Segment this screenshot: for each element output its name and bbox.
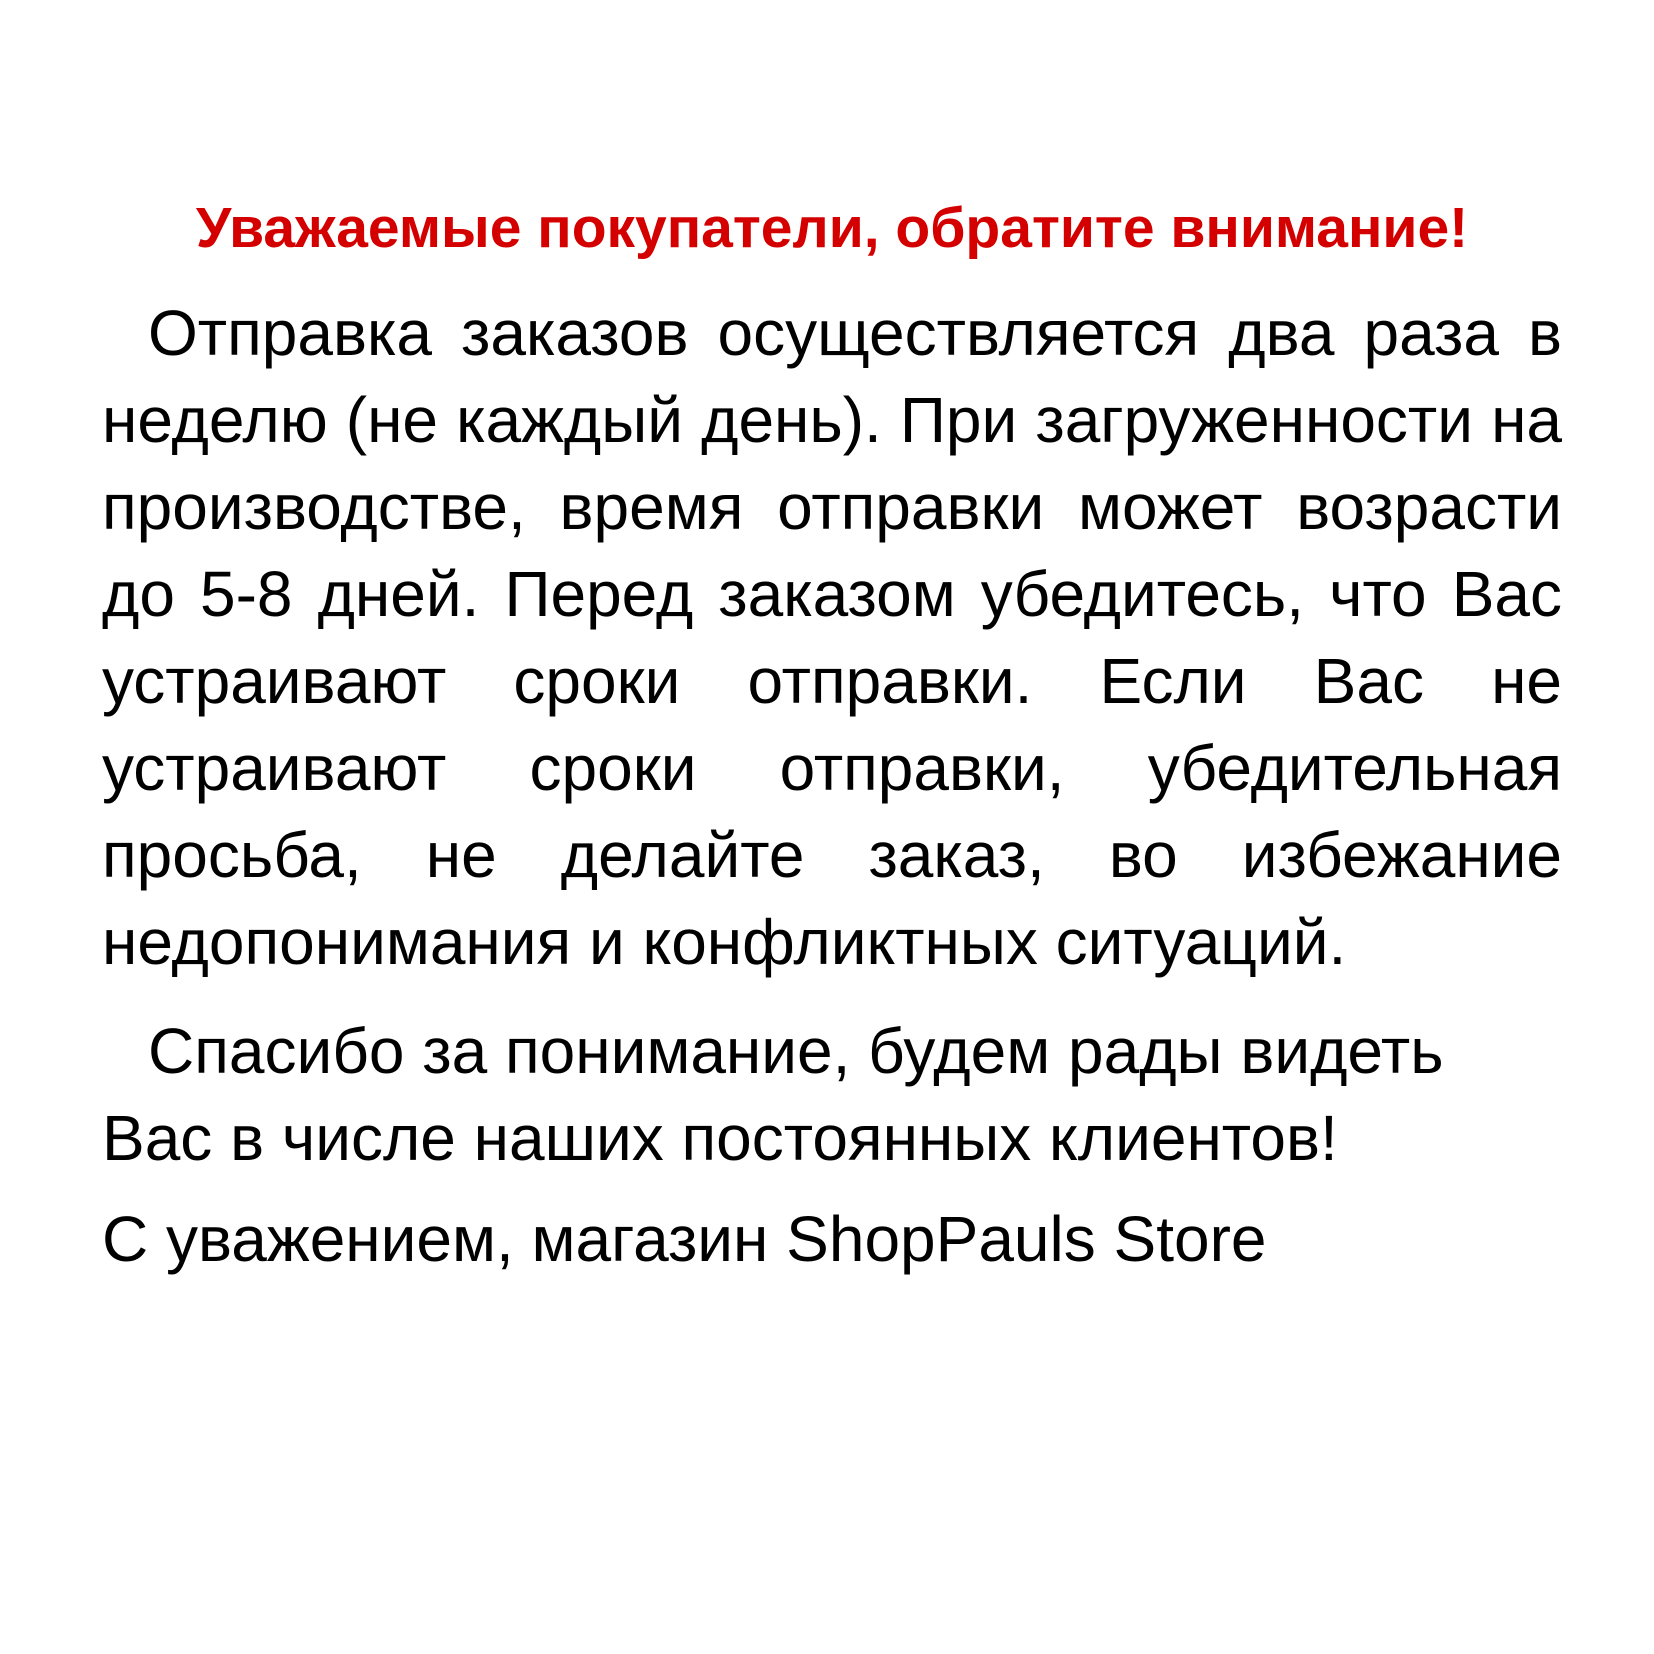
store-signature: С уважением, магазин ShopPauls Store xyxy=(102,1203,1267,1275)
shipping-policy-paragraph: Отправка заказов осуществляется два раза в неделю (не каждый день). При загруженности на производстве, время отправки может возрасти до 5-8 дней. Перед заказом убедитесь, что Вас устраивают сроки отправки. Если Вас не устраивают сроки отправки, убедительная просьба, не делайте заказ, во избежание недопонимания и конфликтных ситуаций. xyxy=(102,297,1562,978)
thanks-paragraph: Спасибо за понимание, будем рады видеть Вас в числе наших постоянных клиентов! xyxy=(102,1015,1444,1174)
notice-card xyxy=(102,188,1562,1283)
notice-heading: Уважаемые покупатели, обратите внимание! xyxy=(195,196,1469,260)
